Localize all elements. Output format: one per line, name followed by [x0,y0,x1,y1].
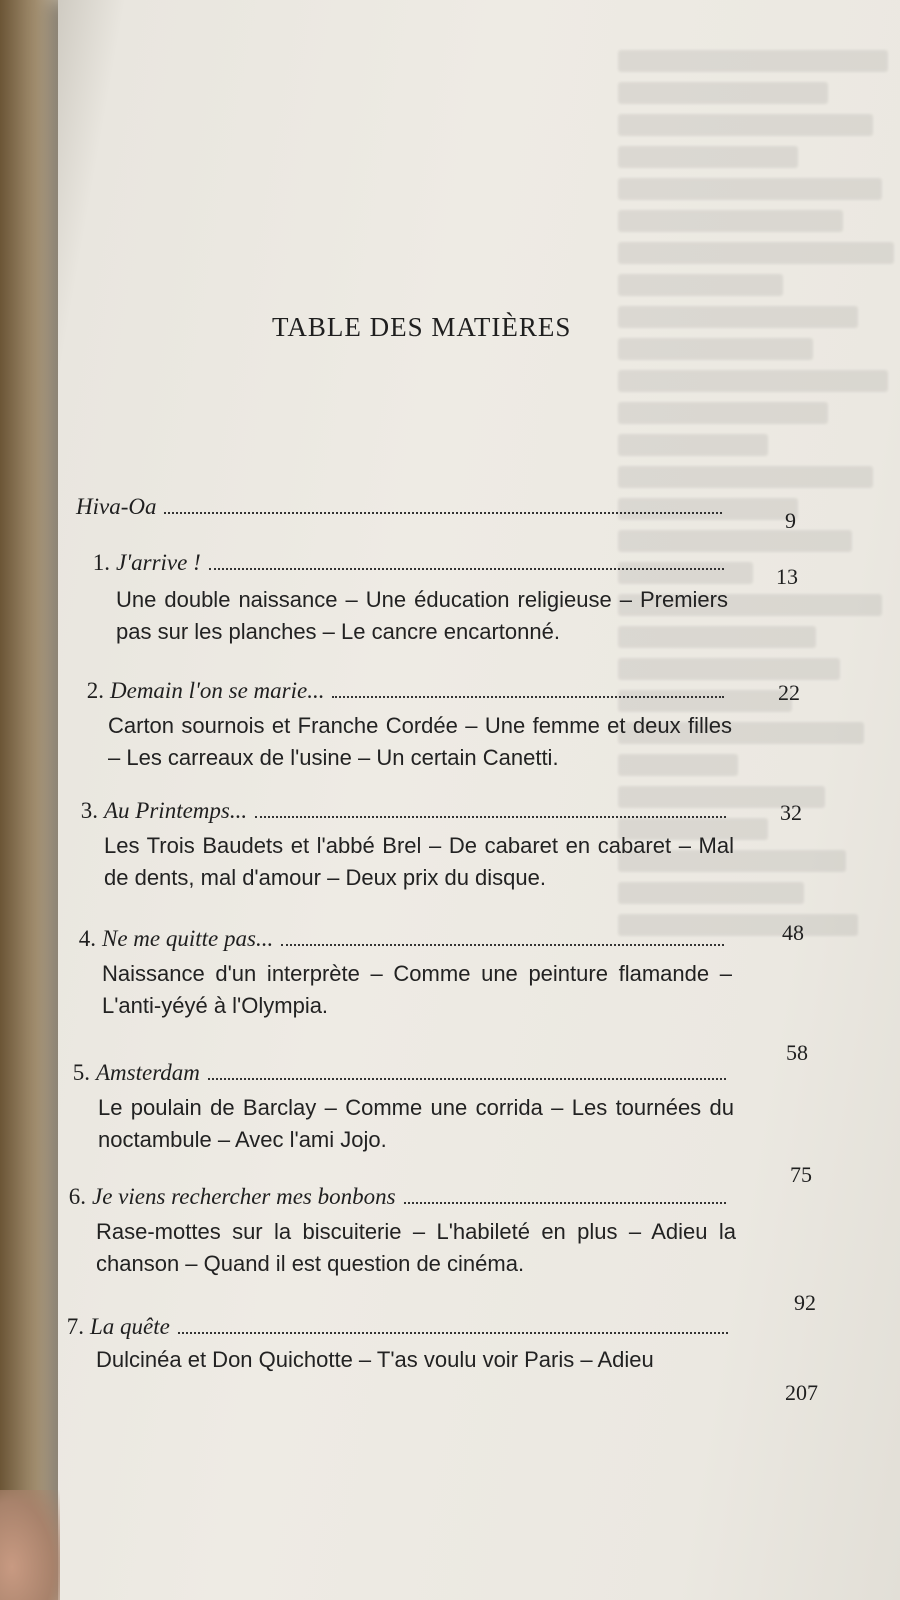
entry-number: 7. [66,1314,84,1339]
entry-number: 4. [78,926,96,951]
entry-page: 92 [794,1290,816,1315]
entry-page: 32 [780,800,802,825]
entry-number: 5. [72,1060,90,1085]
entry-description: Les Trois Baudets et l'abbé Brel – De cabaret en cabaret – Mal de dents, mal d'amour – Deux prix du disque. [104,833,734,890]
dot-leader [281,943,724,946]
entry-title: Au Printemps... [104,798,248,823]
entry-page: 22 [778,680,800,705]
entry-number: 2. [86,678,104,703]
entry-description: Rase-mottes sur la biscuiterie – L'habileté en plus – Adieu la chanson – Quand il est question de cinéma. [96,1219,736,1276]
entry-page: 48 [782,920,804,945]
entry-number: 3. [80,798,98,823]
entry-title: J'arrive ! [116,550,201,575]
entry-number: 6. [68,1184,86,1209]
entry-page: 13 [776,564,798,589]
thumb [0,1490,60,1600]
entry-title: Ne me quitte pas... [102,926,274,951]
page-title: TABLE DES MATIÈRES [272,312,572,342]
entry-number: 1. [92,550,110,575]
entry-page: 75 [790,1162,812,1187]
entry-description: Une double naissance – Une éducation religieuse – Premiers pas sur les planches – Le cancre encartonné. [116,587,728,644]
dot-leader [332,695,724,698]
entry-title: Je viens rechercher mes bonbons [92,1184,396,1209]
entry-title: Amsterdam [96,1060,200,1085]
entry-description: Carton sournois et Franche Cordée – Une femme et deux filles – Les carreaux de l'usine – Un certain Canetti. [108,713,732,770]
dot-leader [178,1331,728,1334]
entry-description: Le poulain de Barclay – Comme une corrida – Les tournées du noctambule – Avec l'ami Jojo. [98,1095,734,1152]
entry-page: 58 [786,1040,808,1065]
entry-page: 9 [785,508,796,533]
dot-leader [404,1201,726,1204]
entry-title: Hiva-Oa [76,494,157,519]
entry-description: Dulcinéa et Don Quichotte – T'as voulu voir Paris – Adieu [96,1347,654,1372]
entry-description: Naissance d'un interprète – Comme une peinture flamande – L'anti-yéyé à l'Olympia. [102,961,732,1018]
dot-leader [164,511,722,514]
entry-title: La quête [90,1314,170,1339]
dot-leader [208,1077,726,1080]
dot-leader [255,815,726,818]
dot-leader [209,567,724,570]
folio-page-number: 207 [785,1380,818,1405]
entry-title: Demain l'on se marie... [110,678,325,703]
